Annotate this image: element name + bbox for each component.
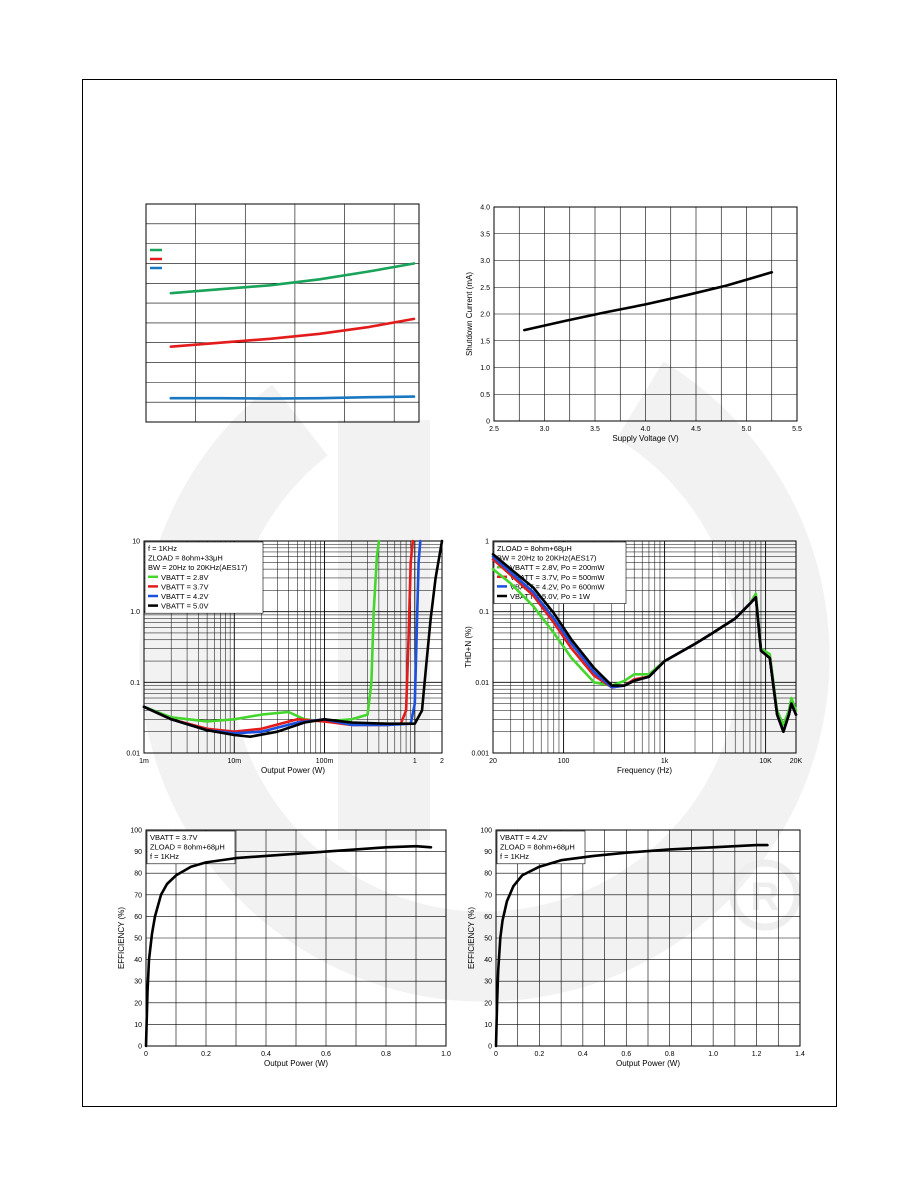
y-tick-label: 2.5 — [480, 284, 490, 292]
svg-text:R: R — [750, 875, 780, 919]
y-axis-label: EFFICIENCY (%) — [467, 906, 476, 970]
y-tick-label: 1.0 — [480, 365, 490, 372]
x-tick-label: 5.0 — [741, 426, 752, 433]
x-tick-label: 10K — [759, 758, 772, 765]
y-tick-label: 20 — [484, 1000, 492, 1008]
y-tick-label: 0.001 — [471, 750, 489, 758]
annotation: f = 1KHz — [148, 544, 177, 553]
y-tick-label: 1 — [485, 538, 489, 546]
x-tick-label: 1.0 — [708, 1051, 719, 1058]
x-tick-label: 1.2 — [751, 1051, 762, 1058]
y-tick-label: 40 — [134, 957, 142, 965]
y-tick-label: 90 — [484, 849, 492, 857]
x-tick-label: 2.5 — [489, 426, 499, 433]
x-tick-label: 3.5 — [590, 426, 600, 433]
annotation: ZLOAD = 8ohm+68μH — [150, 842, 225, 852]
legend-label: VBATT = 5.0V, Po = 1W — [510, 592, 590, 601]
y-tick-label: 50 — [134, 935, 142, 943]
y-tick-label: 0 — [488, 1043, 492, 1051]
y-tick-label: 0.01 — [475, 679, 489, 687]
x-tick-label: 3.0 — [539, 426, 550, 433]
x-tick-label: 1k — [660, 758, 669, 765]
x-tick-label: 10m — [227, 758, 242, 765]
x-tick-label: 0.6 — [321, 1051, 331, 1058]
y-tick-label: 80 — [484, 870, 492, 878]
y-tick-label: 30 — [484, 978, 492, 986]
y-tick-label: 80 — [134, 870, 142, 878]
y-tick-label: 3.0 — [480, 258, 490, 265]
x-tick-label: 0.6 — [621, 1051, 632, 1058]
legend-label: VBATT = 5.0V — [161, 601, 209, 611]
x-tick-label: 1 — [412, 758, 417, 765]
y-tick-label: 30 — [134, 978, 142, 986]
y-tick-label: 60 — [134, 913, 142, 921]
y-tick-label: 0 — [486, 418, 490, 426]
annotation: BW = 20Hz to 20KHz(AES17) — [148, 563, 248, 573]
annotation: VBATT = 4.2V — [500, 833, 548, 842]
x-tick-label: 100m — [315, 758, 334, 765]
x-axis-label: Supply Voltage (V) — [612, 434, 679, 443]
x-tick-label: 5.5 — [792, 426, 802, 433]
x-axis-label: Output Power (W) — [260, 766, 326, 775]
x-tick-label: 0.8 — [664, 1051, 675, 1058]
y-tick-label: 2.0 — [480, 311, 490, 319]
y-tick-label: 40 — [484, 957, 492, 965]
legend-label: VBATT = 4.2V, Po = 600mW — [510, 582, 605, 592]
annotation: ZLOAD = 8ohm+68μH — [497, 544, 572, 553]
x-tick-label: 4.5 — [691, 426, 701, 433]
y-tick-label: 10 — [134, 1021, 142, 1029]
annotation: f = 1KHz — [150, 852, 179, 862]
x-axis-label: Output Power (W) — [263, 1059, 329, 1068]
x-tick-label: 1m — [139, 758, 149, 765]
annotation: BW = 20Hz to 20KHz(AES17) — [497, 553, 597, 563]
y-tick-label: 10 — [132, 538, 140, 546]
y-tick-label: 1.5 — [480, 338, 490, 346]
legend-label: VBATT = 4.2V — [161, 592, 209, 601]
legend-label: VBATT = 3.7V — [161, 582, 209, 592]
y-tick-label: 4.0 — [480, 204, 490, 212]
x-tick-label: 0.2 — [534, 1051, 545, 1058]
y-tick-label: 90 — [134, 849, 142, 857]
legend-label: VBATT = 2.8V — [161, 572, 209, 582]
y-tick-label: 100 — [480, 827, 492, 835]
x-tick-label: 0 — [494, 1051, 498, 1058]
x-tick-label: 20K — [789, 758, 803, 765]
x-tick-label: 2 — [440, 758, 444, 765]
y-tick-label: 0.1 — [479, 609, 489, 617]
annotation: ZLOAD = 8ohm+33μH — [148, 553, 223, 563]
x-tick-label: 1.4 — [795, 1051, 805, 1058]
y-tick-label: 20 — [134, 1000, 142, 1008]
y-tick-label: 0.5 — [480, 391, 490, 399]
y-axis-label: THD+N (%) — [464, 626, 473, 668]
y-tick-label: 10 — [484, 1021, 492, 1029]
y-tick-label: 1.0 — [130, 609, 140, 617]
x-axis-label: Output Power (W) — [615, 1059, 681, 1068]
y-tick-label: 50 — [484, 935, 492, 943]
y-axis-label: EFFICIENCY (%) — [117, 906, 126, 970]
x-axis-label: Frequency (Hz) — [616, 766, 673, 775]
x-tick-label: 0.2 — [201, 1051, 211, 1058]
y-tick-label: 70 — [484, 892, 492, 900]
annotation: VBATT = 3.7V — [150, 833, 198, 842]
legend-label: VBATT = 3.7V, Po = 500mW — [510, 572, 605, 582]
x-tick-label: 0.4 — [261, 1051, 271, 1058]
x-tick-label: 1.0 — [441, 1051, 451, 1058]
y-tick-label: 60 — [484, 913, 492, 921]
y-tick-label: 0.1 — [130, 679, 140, 687]
x-tick-label: 0.8 — [381, 1051, 391, 1058]
x-tick-label: 20 — [489, 758, 497, 765]
x-tick-label: 0 — [144, 1051, 148, 1058]
x-tick-label: 100 — [557, 758, 570, 765]
y-tick-label: 100 — [130, 827, 142, 835]
x-tick-label: 0.4 — [577, 1051, 588, 1058]
x-tick-label: 4.0 — [640, 426, 651, 433]
y-tick-label: 3.5 — [480, 231, 490, 239]
y-tick-label: 0.01 — [126, 750, 140, 758]
legend-label: VBATT = 2.8V, Po = 200mW — [510, 563, 605, 573]
annotation: ZLOAD = 8ohm+68μH — [500, 842, 575, 852]
y-axis-label: Shutdown Current (mA) — [465, 271, 474, 357]
annotation: f = 1KHz — [500, 852, 529, 862]
y-tick-label: 70 — [134, 892, 142, 900]
y-tick-label: 0 — [138, 1043, 142, 1051]
